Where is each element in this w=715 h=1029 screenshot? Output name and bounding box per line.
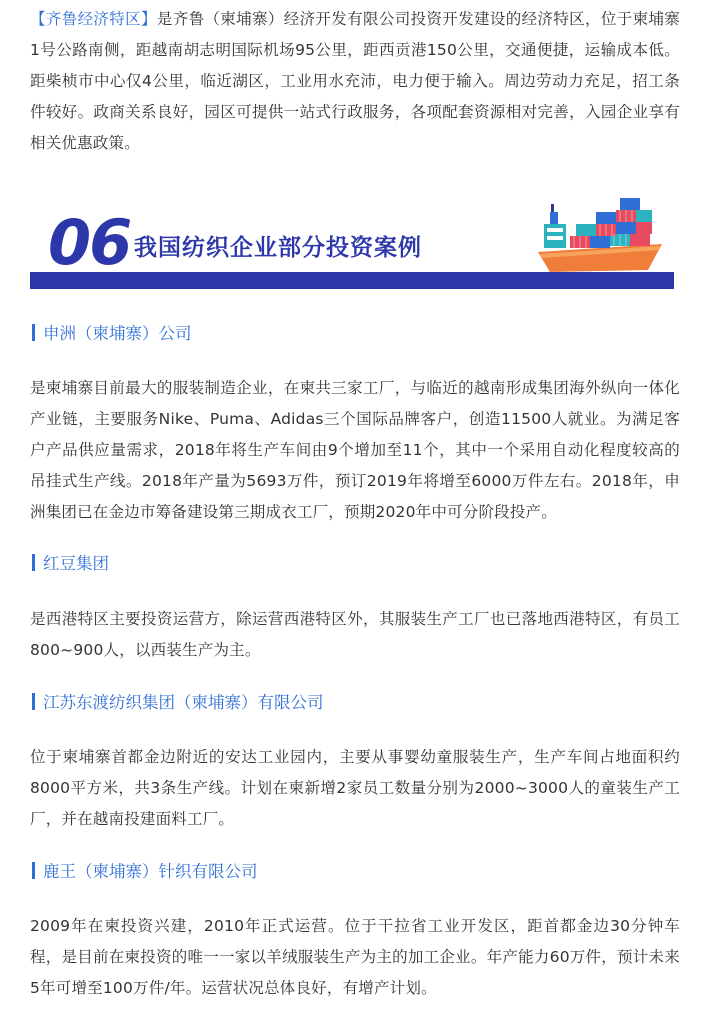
intro-text: 是齐鲁（柬埔寨）经济开发有限公司投资开发建设的经济特区，位于柬埔寨1号公路南侧，距越南胡志明国际机场95公里，距西贡港150公里，交通便捷，运输成本低。距柴桢市中心仅4公里，临近湖区，工业用水充沛，电力便于输入。周边劳动力充足，招工条件较好。政商关系良好，园区可提供一站式行政服务，各项配套资源相对完善，入园企业享有相关优惠政策。 [30,10,680,152]
heading-bar [32,324,35,341]
section-heading-text: 申洲（柬埔寨）公司 [43,324,192,343]
section-heading-text: 江苏东渡纺织集团（柬埔寨）有限公司 [43,693,324,712]
heading-bar [32,862,35,879]
section-heading-dongdu [32,691,324,715]
heading-bar [32,554,35,571]
cargo-ship-icon [536,194,664,274]
banner-number: 06 [48,206,131,279]
section-body-luwang: 2009年在柬投资兴建，2010年正式运营。位于干拉省工业开发区，距首都金边30分钟车程，是目前在柬投资的唯一一家以羊绒服装生产为主的加工企业。年产能力60万件，预计未来5年可增至100万件/年。运营状况总体良好，有增产计划。 [30,917,680,997]
section-heading-text: 红豆集团 [43,554,109,573]
intro-paragraph [30,4,680,159]
banner-title: 我国纺织企业部分投资案例 [134,235,422,261]
section-body-dongdu: 位于柬埔寨首都金边附近的安达工业园内，主要从事婴幼童服装生产，生产车间占地面积约8000平方米，共3条生产线。计划在柬新增2家员工数量分别为2000~3000人的童装生产工厂，并在越南投建面料工厂。 [30,748,680,828]
section-heading-text: 鹿王（柬埔寨）针织有限公司 [43,862,258,881]
intro-tag: 【齐鲁经济特区】 [30,10,157,28]
section-body-hongdou: 是西港特区主要投资运营方，除运营西港特区外，其服装生产工厂也已落地西港特区，有员工800~900人，以西装生产为主。 [30,610,680,659]
section-heading-hongdou [32,552,109,576]
section-heading-luwang [32,860,258,884]
heading-bar [32,693,35,710]
section-banner [30,194,674,289]
section-body-shenzhou: 是柬埔寨目前最大的服装制造企业，在柬共三家工厂，与临近的越南形成集团海外纵向一体化产业链，主要服务Nike、Puma、Adidas三个国际品牌客户，创造11500人就业。为满足客户产品供应量需求，2018年将生产车间由9个增加至11个，其中一个采用自动化程度较高的吊挂式生产线。2018年产量为5693万件，预订2019年将增至6000万件左右。2018年，申洲集团已在金边市筹备建设第三期成衣工厂，预期2020年中可分阶段投产。 [30,379,680,521]
section-heading-shenzhou [32,322,192,346]
